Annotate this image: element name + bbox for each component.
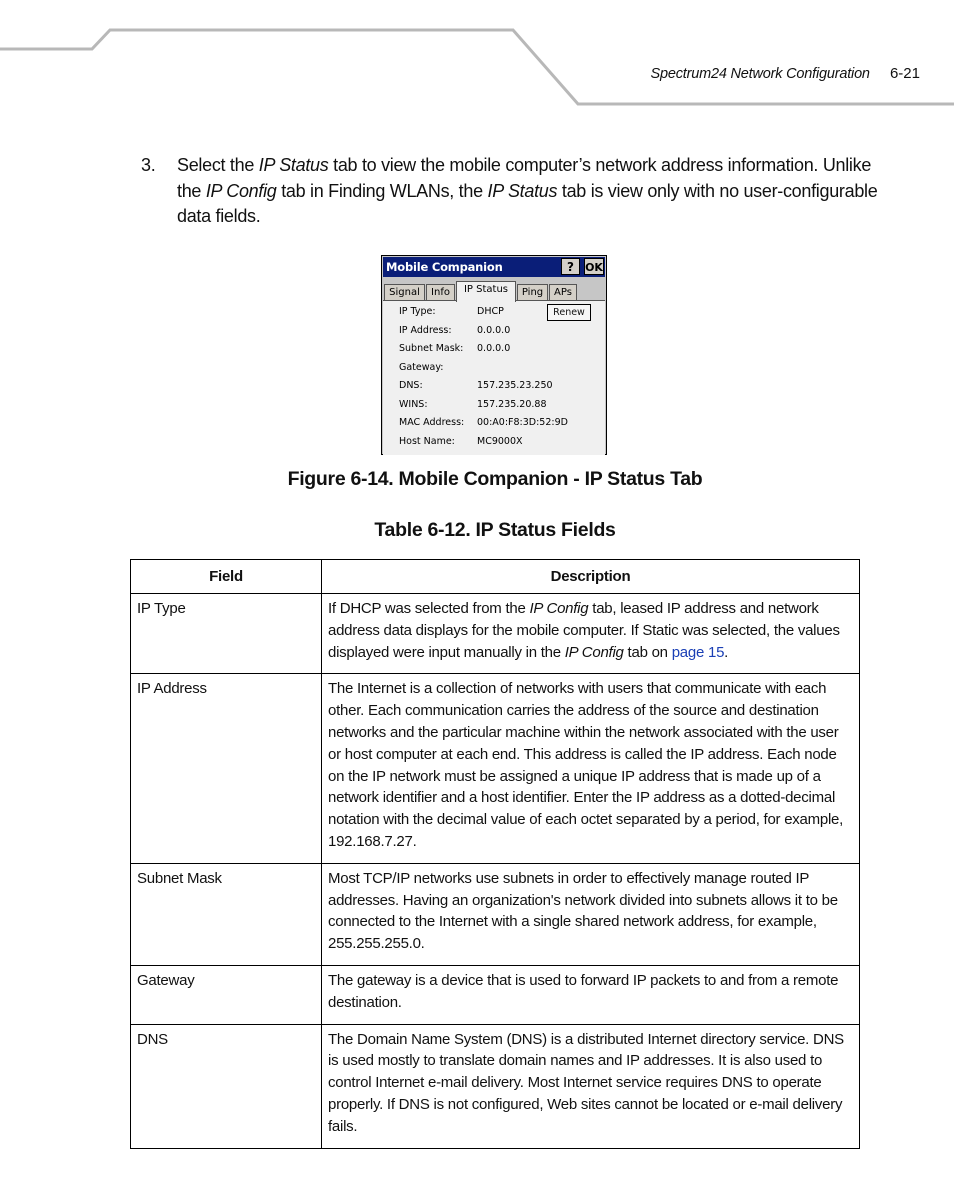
page-15-link[interactable]: page 15 (671, 643, 725, 661)
step-text-part: tab is view only with no user-configurable data fields. (177, 180, 878, 226)
cell-description: The gateway is a device that is used to forward IP packets to and from a remote destination. (322, 965, 860, 1024)
cell-description: Most TCP/IP networks use subnets in order to effectively manage routed IP addresses. Having an organization's network divided into subnets allows it to be connected to the Internet with a single shared network address, for example, 255.255.255.0. (322, 863, 860, 965)
mobile-companion-screenshot (381, 255, 607, 455)
field-value: 00:A0:F8:3D:52:9D (477, 417, 568, 428)
cell-field: Subnet Mask (131, 863, 322, 965)
step-text-italic: IP Status (258, 155, 329, 175)
tab-signal[interactable]: Signal (384, 284, 425, 301)
step-text-part: tab in Finding WLANs, the (276, 180, 488, 201)
field-value: 0.0.0.0 (477, 325, 511, 336)
desc-text: tab, leased IP address and network address data displays for the mobile computer. If Static was selected, the values displayed were input manually in the (328, 600, 840, 661)
desc-text: If DHCP was selected from the (328, 600, 530, 617)
desc-italic: IP Config (529, 600, 589, 617)
step-text-part: Select the (177, 155, 259, 175)
tab-strip (384, 281, 606, 301)
field-label: DNS: (399, 380, 423, 391)
page-number: 6-21 (889, 65, 920, 82)
header-field: Field (131, 560, 322, 594)
step-text-part: tab to view the mobile computer’s network address information. Unlike the (177, 155, 872, 201)
step-number: 3. (141, 155, 156, 175)
header-description: Description (322, 560, 860, 594)
table-row (131, 674, 860, 863)
header-decoration (0, 0, 954, 110)
ok-button[interactable]: OK (584, 258, 604, 275)
field-value: 157.235.20.88 (477, 399, 547, 410)
step-text-italic: IP Status (487, 180, 558, 201)
table-row (131, 594, 860, 674)
running-head (600, 65, 920, 82)
cell-field: IP Type (131, 594, 322, 674)
cell-field: IP Address (131, 674, 322, 863)
cell-description: The Domain Name System (DNS) is a distributed Internet directory service. DNS is used mostly to translate domain names and IP addresses. It is also used to control Internet e-mail delivery. Most Internet service requires DNS to operate properly. If DNS is not configured, Web sites cannot be located or e-mail delivery fails. (322, 1024, 860, 1148)
field-label: IP Type: (399, 306, 436, 317)
field-value: DHCP (477, 306, 504, 317)
cell-description (322, 594, 860, 674)
desc-text: . (724, 643, 729, 661)
tab-ip-status[interactable]: IP Status (456, 281, 516, 302)
field-label: Subnet Mask: (399, 343, 464, 354)
cell-description: The Internet is a collection of networks with users that communicate with each other. Each communication carries the address of the source and destination networks and the particular machine within the network associated with the user or host computer at each end. This address is called the IP address. Each node on the IP network must be assigned a unique IP address that is made up of a network identifier and a host identifier. Enter the IP address as a dotted-decimal notation with the decimal value of each octet separated by a period, for example, 192.168.7.27. (322, 674, 860, 863)
field-value: MC9000X (477, 436, 523, 447)
field-label: MAC Address: (399, 417, 465, 428)
field-label: Gateway: (399, 362, 444, 373)
field-value: 0.0.0.0 (477, 343, 511, 354)
desc-text: tab on (623, 643, 672, 661)
cell-field: Gateway (131, 965, 322, 1024)
tab-info[interactable]: Info (426, 284, 455, 301)
tab-aps[interactable]: APs (549, 284, 577, 301)
field-label: IP Address: (399, 325, 452, 336)
field-label: Host Name: (399, 436, 455, 447)
table-caption: Table 6-12. IP Status Fields (374, 519, 616, 541)
help-button[interactable]: ? (561, 258, 580, 275)
desc-italic: IP Config (564, 643, 624, 661)
table-row (131, 965, 860, 1024)
tab-ping[interactable]: Ping (517, 284, 548, 301)
table-row (131, 1024, 860, 1148)
step-text (177, 153, 887, 230)
field-value: 157.235.23.250 (477, 380, 553, 391)
table-row (131, 863, 860, 965)
section-title: Spectrum24 Network Configuration (650, 66, 870, 82)
ip-status-panel (383, 300, 605, 455)
cell-field: DNS (131, 1024, 322, 1148)
table-header-row (131, 560, 860, 594)
field-label: WINS: (399, 399, 428, 410)
figure-caption: Figure 6-14. Mobile Companion - IP Status Tab (287, 468, 703, 490)
window-title: Mobile Companion (386, 260, 503, 274)
renew-button[interactable]: Renew (547, 304, 591, 321)
window-titlebar (383, 257, 605, 277)
ip-status-fields-table (130, 559, 860, 1149)
step-text-italic: IP Config (205, 180, 277, 201)
